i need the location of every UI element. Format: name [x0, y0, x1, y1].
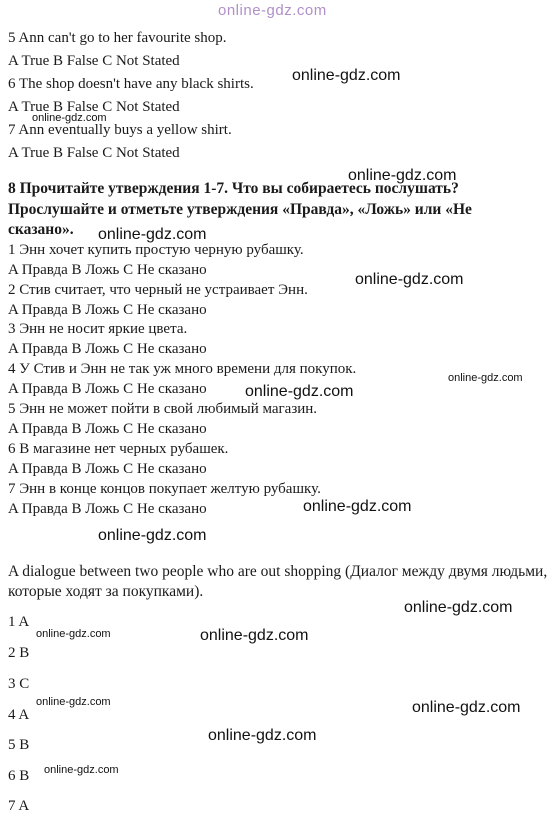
- russian-options-6: A Правда B Ложь C Не сказано: [8, 461, 207, 477]
- english-item-7: 7 Ann eventually buys a yellow shirt.: [8, 122, 232, 138]
- watermark: online-gdz.com: [36, 628, 111, 640]
- task8-heading-line2: Прослушайте и отметьте утверждения «Правда», «Ложь» или «Не: [8, 201, 472, 218]
- watermark: online-gdz.com: [98, 226, 207, 243]
- russian-item-1: 1 Энн хочет купить простую черную рубашку.: [8, 242, 304, 258]
- english-item-6: 6 The shop doesn't have any black shirts.: [8, 76, 254, 92]
- top-watermark: online-gdz.com: [218, 2, 327, 19]
- watermark: online-gdz.com: [404, 599, 513, 616]
- russian-options-2: A Правда B Ложь C Не сказано: [8, 302, 207, 318]
- answer-1: 1 A: [8, 614, 30, 630]
- russian-options-4: A Правда B Ложь C Не сказано: [8, 381, 207, 397]
- answer-5: 5 B: [8, 737, 30, 753]
- watermark: online-gdz.com: [208, 727, 317, 744]
- watermark: online-gdz.com: [245, 383, 354, 400]
- watermark: online-gdz.com: [36, 696, 111, 708]
- russian-options-5: A Правда B Ложь C Не сказано: [8, 421, 207, 437]
- dialogue-description: A dialogue between two people who are out shopping (Диалог между двумя людьми, которые ходят за покупками).: [8, 563, 548, 600]
- watermark: online-gdz.com: [44, 764, 119, 776]
- russian-item-4: 4 У Стив и Энн не так уж много времени для покупок.: [8, 361, 357, 377]
- watermark: online-gdz.com: [303, 498, 412, 515]
- watermark: online-gdz.com: [292, 67, 401, 84]
- russian-options-7: A Правда B Ложь C Не сказано: [8, 501, 207, 517]
- answer-6: 6 B: [8, 768, 30, 784]
- watermark: online-gdz.com: [348, 167, 457, 184]
- russian-item-5: 5 Энн не может пойти в свой любимый магазин.: [8, 401, 318, 417]
- english-item-5: 5 Ann can't go to her favourite shop.: [8, 30, 227, 46]
- russian-options-3: A Правда B Ложь C Не сказано: [8, 341, 207, 357]
- task8-heading-line3: сказано».: [8, 221, 74, 238]
- task8-heading-line1: 8 Прочитайте утверждения 1-7. Что вы собираетесь послушать?: [8, 180, 459, 197]
- watermark: online-gdz.com: [98, 527, 207, 544]
- answer-7: 7 A: [8, 798, 30, 814]
- answer-2: 2 B: [8, 645, 30, 661]
- watermark: online-gdz.com: [355, 271, 464, 288]
- answer-4: 4 A: [8, 707, 30, 723]
- russian-item-7: 7 Энн в конце концов покупает желтую рубашку.: [8, 481, 321, 497]
- russian-options-1: A Правда B Ложь C Не сказано: [8, 262, 207, 278]
- russian-item-2: 2 Стив считает, что черный не устраивает Энн.: [8, 282, 308, 298]
- english-options-6: A True B False C Not Stated: [8, 99, 180, 115]
- english-options-7: A True B False C Not Stated: [8, 145, 180, 161]
- watermark: online-gdz.com: [448, 372, 523, 384]
- watermark: online-gdz.com: [32, 112, 107, 124]
- watermark: online-gdz.com: [200, 627, 309, 644]
- russian-item-3: 3 Энн не носит яркие цвета.: [8, 321, 188, 337]
- watermark: online-gdz.com: [412, 699, 521, 716]
- english-options-5: A True B False C Not Stated: [8, 53, 180, 69]
- answer-3: 3 C: [8, 676, 30, 692]
- russian-item-6: 6 В магазине нет черных рубашек.: [8, 441, 229, 457]
